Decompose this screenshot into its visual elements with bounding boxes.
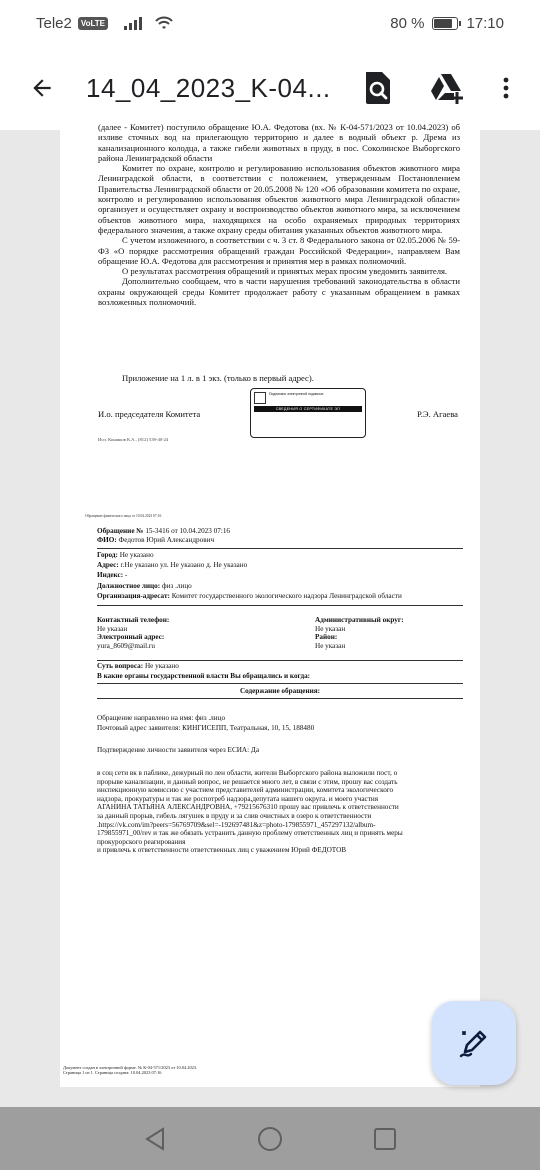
- annotate-button[interactable]: [432, 1001, 516, 1085]
- appeal-body: [97, 769, 463, 855]
- divider: [97, 683, 463, 684]
- appeal-line: [97, 527, 463, 536]
- nav-home-button[interactable]: [213, 1107, 328, 1170]
- letter-paragraph: С учетом изложенного, в соответствии с ч. 3 ст. 8 Федерального закона от 02.05.2006 № 59-ФЗ «О порядке рассмотрения обращений граждан Российской Федерации», направляем Вам обращение Ю.А. Федотова для рассмотрения и принятия мер в рамках полномочий.: [98, 235, 460, 266]
- letter-paragraph: Комитет по охране, контролю и регулированию использования объектов животного мира Ленинградской области, в соответствии с положением, утвержденным Постановлением Правительства Ленинградской области от 20.05.2008 № 120 «Об образовании комитета по охране, контролю и регулированию использования объектов животного мира Ленинградской области» организует и осуществляет охрану и воспроизводство объектов животного мира, за исключением объектов животного мира, находящихся на особо охраняемых природных территориях федерального значения, а также охрану среды обитания указанных объектов животного мира.: [98, 163, 460, 235]
- field-label: Суть вопроса:: [97, 662, 144, 670]
- circle-home-icon: [257, 1126, 283, 1152]
- emblem-icon: [254, 392, 266, 404]
- address-line: [97, 561, 463, 570]
- divider: [97, 605, 463, 606]
- add-to-drive-icon: [430, 72, 466, 104]
- arrow-back-icon: [29, 75, 55, 101]
- clock: 17:10: [466, 14, 504, 32]
- letter-paragraph: О результатах рассмотрения обращений и принятых мерах просим уведомить заявителя.: [122, 266, 448, 277]
- position-line: [97, 582, 463, 591]
- find-in-page-icon: [363, 71, 393, 105]
- find-in-document-button[interactable]: [358, 68, 398, 108]
- system-navigation-bar: [0, 1107, 540, 1170]
- field-label: Обращение №: [97, 527, 144, 535]
- divider: [97, 548, 463, 549]
- wifi-icon: [154, 15, 174, 31]
- index-line: [97, 571, 463, 580]
- body-line: и привлечь к ответственности ответственных лиц с уважением Юрий ФЕДОТОВ: [97, 846, 347, 855]
- divider: [97, 660, 463, 661]
- signer-title: И.о. председателя Комитета: [98, 409, 201, 419]
- postal-line: Почтовый адрес заявителя: КИНГИСЕПП, Театральная, 10, 15, 188480: [97, 724, 315, 732]
- field-label: Административный округ:: [315, 616, 404, 624]
- org-line: [97, 592, 463, 601]
- stamp-text: Подписано электронной подписью: [269, 392, 324, 396]
- page-small-header: Обращение физического лица от 10.04.2023 07:16: [85, 514, 162, 518]
- body-line: за данный прорыв, гибель лягушек в пруду и за слив очистных в озеро к ответственности: [97, 811, 372, 820]
- letter-paragraph: Дополнительно сообщаем, что в части нарушения требований законодательства в области охраны окружающей среды Комитет продолжает работу с указанным обращением в рамках возложенных полномочий.: [98, 276, 460, 308]
- footer-line: Страница 1 из 1. Страница создана: 10.04.2023 07:16: [63, 1070, 162, 1075]
- signer-name: Р.Э. Агаева: [417, 409, 458, 419]
- add-to-drive-button[interactable]: [428, 68, 468, 108]
- field-value: Комитет государственного экологического надзора Ленинградской области: [171, 592, 402, 600]
- field-label: Город:: [97, 551, 118, 559]
- field-value: yura_8609@mail.ru: [97, 641, 155, 650]
- field-label: ФИО:: [97, 536, 117, 544]
- status-left: [36, 15, 174, 32]
- more-vert-icon: [503, 77, 509, 99]
- body-line: АГАНИНА ТАТЬЯНА АЛЕКСАНДРОВНА, +79215676310 прошу вас привлечь к ответственности: [97, 803, 399, 812]
- field-value: Не указано: [119, 551, 154, 559]
- contacts-block: [97, 616, 463, 650]
- stamp-bar: СВЕДЕНИЯ О СЕРТИФИКАТЕ ЭП: [254, 406, 362, 412]
- organs-line: [97, 672, 463, 681]
- essence-line: [97, 662, 463, 671]
- district-column: [315, 616, 404, 650]
- signal-icon: [124, 16, 142, 30]
- nav-recents-button[interactable]: [328, 1107, 443, 1170]
- body-line: в соц сети вк в паблике, дежурный по лен области, жители Выборгского района выложили пост, о: [97, 769, 398, 777]
- field-value: Не указан: [97, 624, 128, 633]
- battery-fill: [434, 19, 452, 28]
- content-header: [97, 687, 463, 696]
- square-recents-icon: [373, 1127, 397, 1151]
- field-label: В какие органы государственной власти Вы обращались и когда:: [97, 672, 311, 680]
- section-title: Содержание обращения:: [239, 687, 321, 695]
- pdf-page-2: [60, 490, 480, 1087]
- fio-line: [97, 536, 463, 545]
- field-value: г.Не указано ул. Не указано д. Не указано: [120, 561, 248, 569]
- field-value: физ .лицо: [161, 582, 192, 590]
- battery-icon: [432, 17, 458, 30]
- document-viewer[interactable]: [0, 122, 540, 1107]
- body-line: 179855971_00/rev и так же обязать устранить данную проблему ответственных лиц и принять меры: [97, 829, 403, 838]
- footer-line: Документ создан в электронной форме. № К-04-571/2023 от 10.04.2023.: [63, 1065, 198, 1070]
- status-bar: [0, 0, 540, 46]
- page-footer: [63, 1065, 197, 1075]
- more-options-button[interactable]: [496, 68, 516, 108]
- field-value: -: [124, 571, 128, 579]
- letter-body: [98, 122, 460, 307]
- stamp-head: [254, 392, 362, 404]
- pen-icon: [457, 1026, 491, 1060]
- field-value: Не указан: [315, 641, 346, 650]
- signature-stamp: [250, 388, 366, 438]
- volte-badge: VoLTE: [78, 17, 108, 30]
- body-line: инспекционную комиссию с участием представителей администрации, комитета экологического: [97, 786, 394, 795]
- sent-to-line: Обращение направлено на имя: физ .лицо: [97, 714, 226, 722]
- field-label: Должностное лицо:: [97, 582, 161, 590]
- letter-paragraph: (далее - Комитет) поступило обращение Ю.А. Федотова (вх. № К-04-571/2023 от 10.04.2023) об изливе сточных вод на прилегающую территорию и далее в водный объект р. Дрема из канализационного колодца, а также гибели животных в пруду, в пос. Соколинское Выборгского района Ленинградской области: [98, 122, 460, 163]
- field-label: Контактный телефон:: [97, 616, 170, 624]
- battery-percent: 80 %: [390, 14, 425, 32]
- field-value: Не указано: [144, 662, 179, 670]
- status-right: [390, 15, 504, 32]
- back-button[interactable]: [22, 68, 62, 108]
- field-value: Не указан: [315, 624, 346, 633]
- city-line: [97, 551, 463, 560]
- triangle-back-icon: [144, 1127, 166, 1151]
- divider: [97, 698, 463, 699]
- document-title: 14_04_2023_K-04...: [86, 72, 331, 103]
- nav-back-button[interactable]: [98, 1107, 213, 1170]
- field-label: Электронный адрес:: [97, 633, 165, 642]
- body-line: прорыве канализации, и данный вопрос, не решается много лет, в связи с этим, прошу вас создать: [97, 777, 398, 786]
- field-label: Организация-адресат:: [97, 592, 170, 600]
- esia-line: Подтверждение личности заявителя через ЕСИА: Да: [97, 746, 260, 754]
- body-line: надзора, прокуратуры и так же роспотреб надзора,депутата нашего округа. и моего участия: [97, 794, 379, 803]
- field-value: Федотов Юрий Александрович: [118, 536, 215, 544]
- attachment-note: Приложение на 1 л. в 1 экз. (только в первый адрес).: [122, 373, 314, 383]
- executor-note: Исп. Коняшов К.А., (812) 539-40-24: [98, 437, 169, 442]
- field-label: Индекс:: [97, 571, 124, 579]
- field-label: Адрес:: [97, 561, 119, 569]
- field-value: 15-3416 от 10.04.2023 07:16: [145, 527, 231, 535]
- body-line: прокурорского реагирования: [97, 837, 186, 846]
- carrier-label: Tele2: [36, 14, 72, 32]
- body-line: .https://vk.com/im?peers=56769709&sel=-192697481&z=photo-179855971_457297132/album-: [97, 820, 376, 829]
- field-label: Район:: [315, 633, 338, 642]
